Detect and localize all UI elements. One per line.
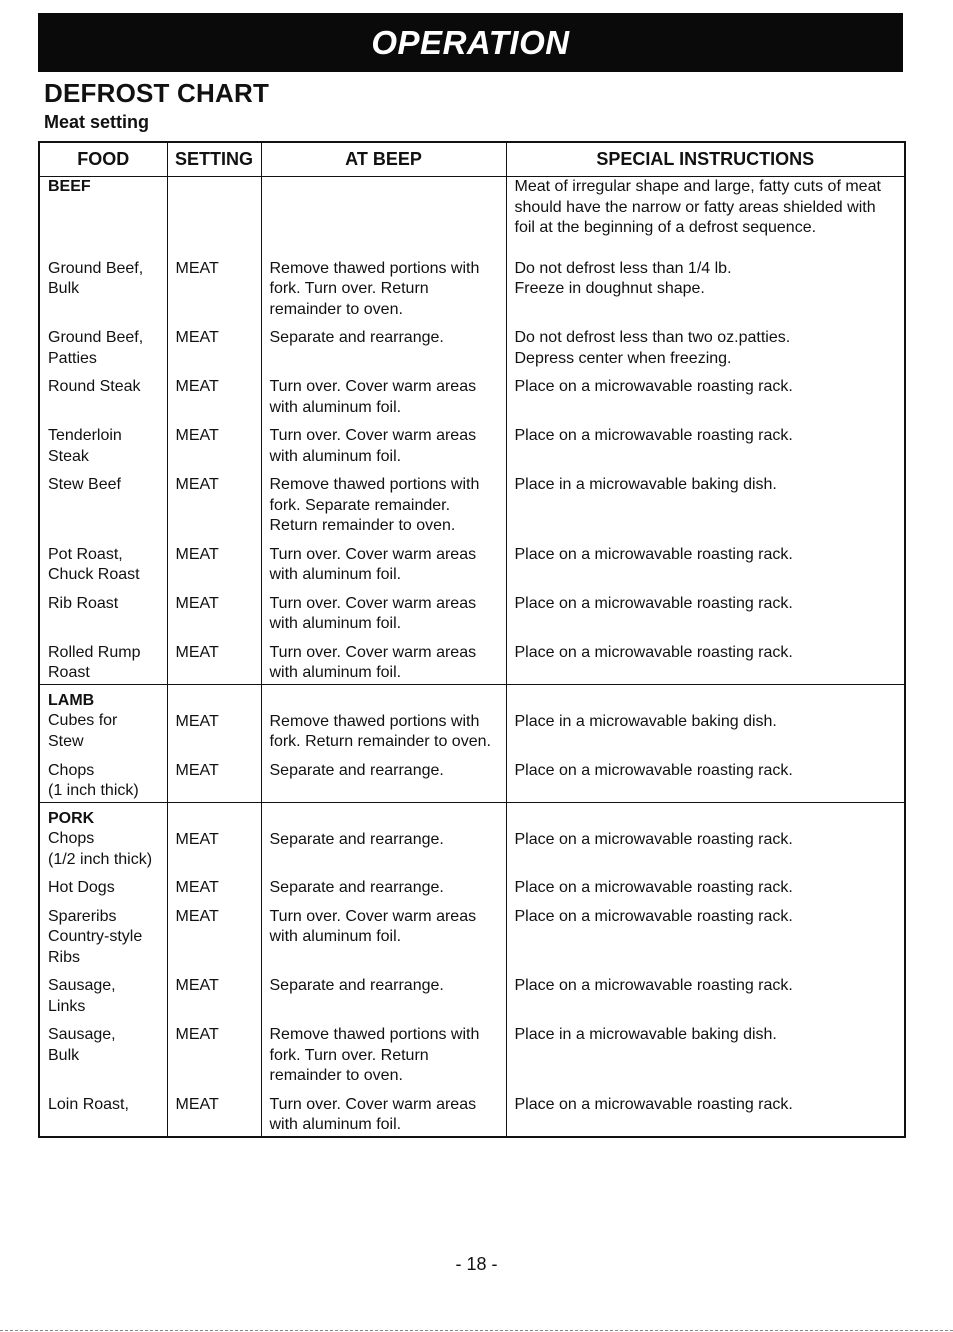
table-row xyxy=(39,586,905,635)
setting-cell: MEAT xyxy=(167,369,261,418)
table-row xyxy=(39,1087,905,1137)
food-cell: Sausage, Bulk xyxy=(39,1017,167,1087)
table-row xyxy=(39,968,905,1017)
special-instructions-cell: Place on a microwavable roasting rack. xyxy=(506,1087,905,1137)
food-cell: Pot Roast, Chuck Roast xyxy=(39,537,167,586)
setting-cell: MEAT xyxy=(167,467,261,537)
food-cell: Chops (1 inch thick) xyxy=(39,753,167,803)
food-cell: Rolled Rump Roast xyxy=(39,635,167,685)
column-header-special-instructions: SPECIAL INSTRUCTIONS xyxy=(506,142,905,177)
food-cell: Spareribs Country-style Ribs xyxy=(39,899,167,969)
special-instructions-cell: Place on a microwavable roasting rack. xyxy=(506,586,905,635)
column-header-setting: SETTING xyxy=(167,142,261,177)
setting-cell: MEAT xyxy=(167,684,261,753)
page-bottom-rule xyxy=(0,1330,953,1331)
special-instructions-cell: Place on a microwavable roasting rack. xyxy=(506,968,905,1017)
food-cell xyxy=(39,802,167,870)
at-beep-cell: Remove thawed portions with fork. Return remainder to oven. xyxy=(261,684,506,753)
at-beep-cell: Remove thawed portions with fork. Turn over. Return remainder to oven. xyxy=(261,1017,506,1087)
special-instructions-cell: Do not defrost less than two oz.patties. Depress center when freezing. xyxy=(506,320,905,369)
special-instructions-cell: Place on a microwavable roasting rack. xyxy=(506,418,905,467)
special-instructions-cell: Do not defrost less than 1/4 lb. Freeze in doughnut shape. xyxy=(506,239,905,321)
at-beep-cell: Turn over. Cover warm areas with aluminum foil. xyxy=(261,899,506,969)
table-row xyxy=(39,369,905,418)
table-row xyxy=(39,753,905,803)
setting-cell: MEAT xyxy=(167,1017,261,1087)
at-beep-cell: Turn over. Cover warm areas with aluminum foil. xyxy=(261,635,506,685)
special-instructions-cell: Place in a microwavable baking dish. xyxy=(506,1017,905,1087)
group-heading-beef: BEEF xyxy=(39,177,167,239)
setting-cell: MEAT xyxy=(167,635,261,685)
food-cell: Sausage, Links xyxy=(39,968,167,1017)
table-row xyxy=(39,418,905,467)
group-heading-pork: PORK xyxy=(48,809,95,827)
at-beep-cell: Turn over. Cover warm areas with aluminum foil. xyxy=(261,586,506,635)
table-row xyxy=(39,320,905,369)
food-name: Cubes for Stew xyxy=(48,712,118,750)
table-row xyxy=(39,870,905,899)
column-header-at-beep: AT BEEP xyxy=(261,142,506,177)
at-beep-cell: Separate and rearrange. xyxy=(261,870,506,899)
special-instructions-cell: Place on a microwavable roasting rack. xyxy=(506,870,905,899)
table-row xyxy=(39,537,905,586)
special-instructions-cell: Place on a microwavable roasting rack. xyxy=(506,635,905,685)
column-header-food: FOOD xyxy=(39,142,167,177)
table-header-row xyxy=(39,142,905,177)
table-row xyxy=(39,1017,905,1087)
at-beep-cell: Turn over. Cover warm areas with aluminum foil. xyxy=(261,418,506,467)
table-row xyxy=(39,802,905,870)
table-row xyxy=(39,635,905,685)
at-beep-cell: Separate and rearrange. xyxy=(261,753,506,803)
food-cell xyxy=(39,684,167,753)
special-instructions-cell: Place on a microwavable roasting rack. xyxy=(506,369,905,418)
special-instructions-cell: Place on a microwavable roasting rack. xyxy=(506,753,905,803)
defrost-chart-table xyxy=(38,141,906,1138)
group-heading-row xyxy=(39,177,905,239)
food-name: Chops (1/2 inch thick) xyxy=(48,830,153,868)
table-row xyxy=(39,899,905,969)
special-instructions-cell: Place on a microwavable roasting rack. xyxy=(506,537,905,586)
setting-cell: MEAT xyxy=(167,899,261,969)
table-body xyxy=(39,177,905,1137)
food-cell: Ground Beef, Bulk xyxy=(39,239,167,321)
table-row xyxy=(39,467,905,537)
group-instructions-beef: Meat of irregular shape and large, fatty cuts of meat should have the narrow or fatty areas shielded with foil at the beginning of a defrost sequence. xyxy=(506,177,905,239)
at-beep-cell: Separate and rearrange. xyxy=(261,320,506,369)
at-beep-cell: Separate and rearrange. xyxy=(261,968,506,1017)
at-beep-cell: Remove thawed portions with fork. Separate remainder. Return remainder to oven. xyxy=(261,467,506,537)
at-beep-cell: Separate and rearrange. xyxy=(261,802,506,870)
food-cell: Stew Beef xyxy=(39,467,167,537)
food-cell: Rib Roast xyxy=(39,586,167,635)
special-instructions-cell: Place on a microwavable roasting rack. xyxy=(506,899,905,969)
setting-cell xyxy=(167,177,261,239)
setting-cell: MEAT xyxy=(167,418,261,467)
food-cell: Tenderloin Steak xyxy=(39,418,167,467)
food-cell: Ground Beef, Patties xyxy=(39,320,167,369)
setting-cell: MEAT xyxy=(167,586,261,635)
at-beep-cell xyxy=(261,177,506,239)
table-row xyxy=(39,239,905,321)
setting-cell: MEAT xyxy=(167,239,261,321)
at-beep-cell: Remove thawed portions with fork. Turn over. Return remainder to oven. xyxy=(261,239,506,321)
page-number: - 18 - xyxy=(455,1254,498,1274)
setting-cell: MEAT xyxy=(167,968,261,1017)
special-instructions-cell: Place on a microwavable roasting rack. xyxy=(506,802,905,870)
food-cell: Round Steak xyxy=(39,369,167,418)
setting-cell: MEAT xyxy=(167,1087,261,1137)
setting-cell: MEAT xyxy=(167,802,261,870)
setting-cell: MEAT xyxy=(167,320,261,369)
food-cell: Hot Dogs xyxy=(39,870,167,899)
special-instructions-cell: Place in a microwavable baking dish. xyxy=(506,467,905,537)
page-subtitle: Meat setting xyxy=(44,112,150,132)
table-row xyxy=(39,684,905,753)
setting-cell: MEAT xyxy=(167,870,261,899)
setting-cell: MEAT xyxy=(167,753,261,803)
at-beep-cell: Turn over. Cover warm areas with aluminum foil. xyxy=(261,1087,506,1137)
at-beep-cell: Turn over. Cover warm areas with aluminum foil. xyxy=(261,369,506,418)
page-title: DEFROST CHART xyxy=(44,78,270,108)
group-heading-lamb: LAMB xyxy=(48,691,95,709)
setting-cell: MEAT xyxy=(167,537,261,586)
special-instructions-cell: Place in a microwavable baking dish. xyxy=(506,684,905,753)
at-beep-cell: Turn over. Cover warm areas with aluminum foil. xyxy=(261,537,506,586)
food-cell: Loin Roast, xyxy=(39,1087,167,1137)
section-banner: OPERATION xyxy=(38,13,903,72)
